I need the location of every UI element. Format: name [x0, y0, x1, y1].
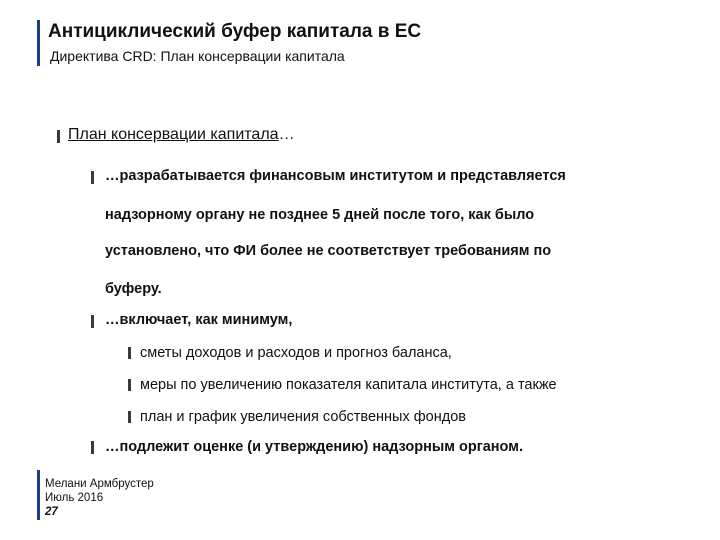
bullet-marker [91, 171, 94, 184]
title-accent-bar [37, 20, 40, 66]
item2-text: …включает, как минимум, [105, 312, 293, 328]
item1-line: надзорному органу не позднее 5 дней после того, как было [105, 207, 535, 223]
sub-bullet-marker [128, 379, 131, 391]
item3-text: …подлежит оценке (и утверждению) надзорным органом. [105, 439, 523, 455]
item1-line: установлено, что ФИ более не соответствует требованиям по [105, 243, 552, 259]
page-number: 27 [45, 506, 58, 518]
slide-title: Антициклический буфер капитала в ЕС [48, 21, 422, 42]
sub-bullet-marker [128, 411, 131, 423]
bullet-marker [91, 441, 94, 454]
item1-line: буферу. [105, 281, 162, 297]
subitem: меры по увеличению показателя капитала института, а также [140, 377, 557, 393]
bullet-marker [91, 315, 94, 328]
level1-heading [68, 126, 295, 144]
level1-ellipsis: … [278, 126, 295, 143]
footer-date: Июль 2016 [45, 492, 104, 504]
slide-subtitle: Директива CRD: План консервации капитала [50, 48, 345, 64]
item1-line: …разрабатывается финансовым институтом и представляется [105, 168, 566, 184]
subitem: сметы доходов и расходов и прогноз баланса, [140, 345, 452, 361]
subitem: план и график увеличения собственных фондов [140, 409, 466, 425]
footer-accent-bar [37, 470, 40, 520]
level1-underlined-text: План консервации капитала [68, 126, 279, 143]
sub-bullet-marker [128, 347, 131, 359]
bullet-marker [57, 130, 60, 143]
footer-author: Мелани Армбрустер [45, 478, 154, 490]
